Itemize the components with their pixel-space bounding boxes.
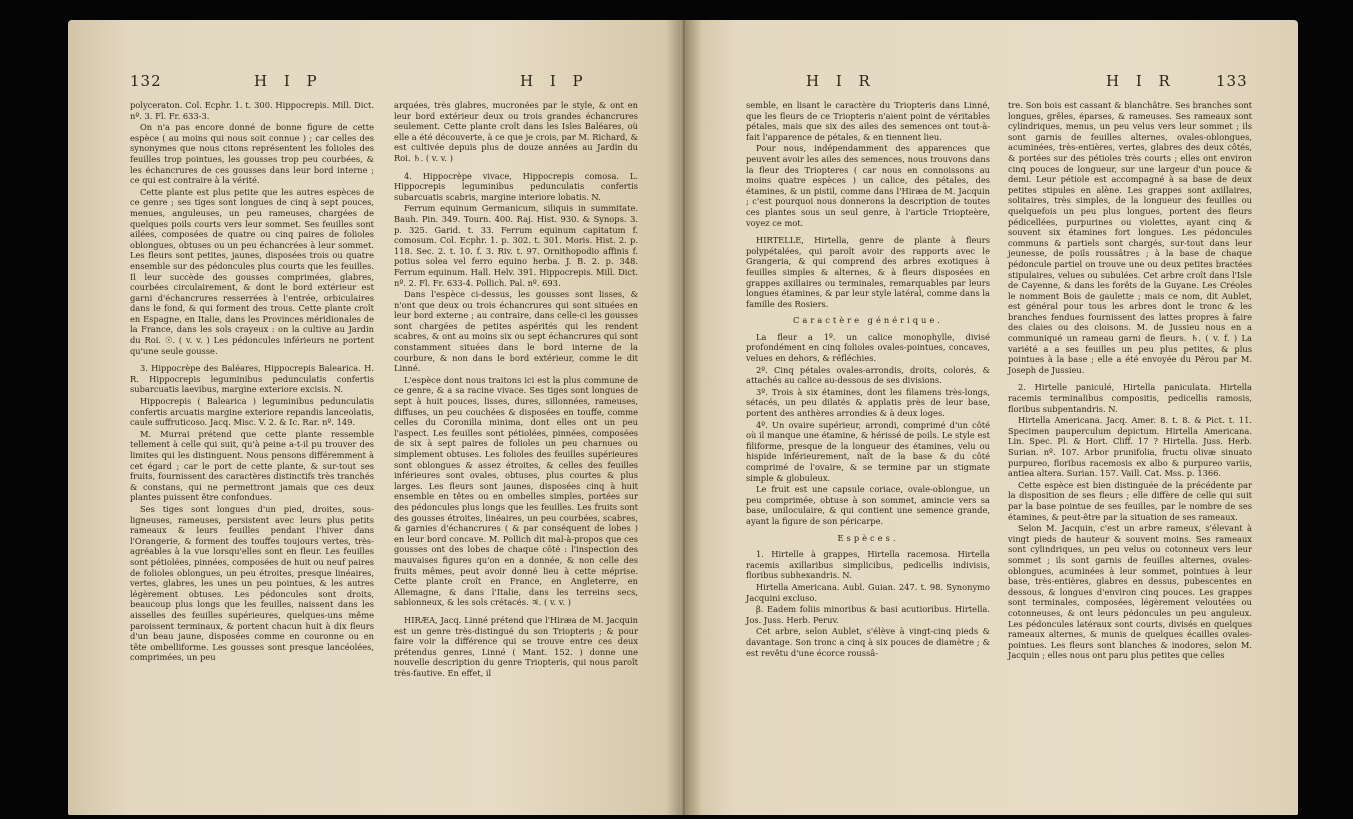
left-page-header — [130, 72, 640, 96]
paragraph: Cette espèce est bien distinguée de la précédente par la disposition de ses fleurs ; elle diffère de celle qui suit par la base pointue de ses feuilles, par le nombre de ses étamines, & peut-être par la situation de ses rameaux. — [1008, 479, 1252, 522]
running-head: H I R — [806, 72, 876, 90]
paragraph: Cette plante est plus petite que les autres espèces de ce genre ; ses tiges sont longues de cinq à sept pouces, menues, anguleuses, un peu rameuses, chargées de quelques poils courts vers leur sommet. Ses feuilles sont ailées, composées de quatre ou cinq paires de folioles oblongues, obtuses ou un peu échancrées à leur sommet. Les fleurs sont petites, jaunes, disposées trois ou quatre ensemble sur des pédoncules plus courts que les feuilles. Il leur succède des gousses comprimées, glabres, courbées circulairement, & dont le bord extérieur est garni d'échancrures resserrées à l'entrée, orbiculaires dans le fond, & qui forment des trous. Cette plante croît en Espagne, en Italie, dans les Provinces méridionales de la France, dans les sols crayeux : on la cultive au Jardin du Roi. ☉. ( v. v. ) Les pédoncules inférieurs ne portent qu'une seule gousse. — [130, 186, 374, 356]
paragraph: On n'a pas encore donné de bonne figure de cette espèce ( au moins qui nous soit connue ) ; car celles des synonymes que nous citons représentent les folioles des feuilles trop pointues, les gousses trop peu courbées, & les échancrures de ces gousses dans leur bord interne ; ce qui est contraire à la vérité. — [130, 122, 374, 186]
paragraph: β. Eadem foliis minoribus & basi acutioribus. Hirtella. Jos. Juss. Herb. Peruv. — [746, 604, 990, 625]
paragraph: 3º. Trois à six étamines, dont les filamens très-longs, sétacés, un peu dilatés & applatis près de leur base, portent des anthères arrondies & à deux loges. — [746, 386, 990, 419]
running-head: H I P — [254, 72, 323, 90]
book-gutter — [666, 20, 702, 815]
paragraph: M. Murrai prétend que cette plante ressemble tellement à celle qui suit, qu'à peine a-t-il pu trouver des limites qui les distinguent. Nous pensons différemment à cet égard ; car le port de cette plante, & sur-tout ses fruits, fournissent des caractères distinctifs très tranchés & constans, qui ne permettront jamais que ces deux plantes puissent être confondues. — [130, 428, 374, 503]
running-head: H I R — [1106, 72, 1176, 90]
paragraph: 4. Hippocrèpe vivace, Hippocrepis comosa. L. Hippocrepis leguminibus pedunculatis confertis subarcuatis scabris, margine interiore lobatis. N. — [394, 170, 638, 202]
paragraph: 1. Hirtelle à grappes, Hirtella racemosa. Hirtella racemis axillaribus simplicibus, pedicellis indivisis, floribus subhexandris. N. — [746, 549, 990, 581]
paragraph: L'espèce dont nous traitons ici est la plus commune de ce genre, & a sa racine vivace. Ses tiges sont longues de sept à huit pouces, lisses, dures, sillonnées, rameuses, diffuses, un peu couchées & disposées en touffe, comme celles du Coronilla minima, dont elles ont un peu l'aspect. Les feuilles sont pétiolées, pinnées, composées de six à sept paires de folioles un peu charnues ou simplement obtuses. Les folioles des feuilles supérieures sont oblongues & assez étroites, & celles des feuilles inférieures sont ovales, obtuses, plus courtes & plus larges. Les fleurs sont jaunes, disposées cinq à huit ensemble en têtes ou en ombelles simples, portées sur des pédoncules plus longs que les feuilles. Les fruits sont des gousses étroites, linéaires, un peu courbées, scabres, & garnies d'échancrures ( & par conséquent de lobes ) en leur bord concave. M. Pollich dit mal-à-propos que ces gousses ont des lobes de chaque côté : l'inspection des mauvaises figures qu'on en a donnée, & non celle des fruits mêmes, peut avoir donné lieu à cette méprise. Cette plante croît en France, en Angleterre, en Allemagne, & dans l'Italie, dans les terreins secs, sablonneux, & les sols crétacés. ♃. ( v. v. ) — [394, 374, 638, 608]
section-heading: Espèces. — [837, 532, 899, 543]
book-spread — [68, 20, 1298, 815]
text-column — [130, 100, 374, 664]
paragraph: 3. Hippocrèpe des Baléares, Hippocrepis Balearica. H. R. Hippocrepis leguminibus pedunculatis confertis subarcuatis laevibus, margine exteriore excisis. N. — [130, 363, 374, 395]
paragraph: arquées, très glabres, mucronées par le style, & ont en leur bord extérieur deux ou trois grandes échancrures seulement. Cette plante croît dans les Isles Baléares, où elle a été découverte, à ce que je crois, par M. Richard, & est cultivée depuis plus de douze années au Jardin du Roi. ♄. ( v. v. ) — [394, 100, 638, 163]
text-column — [1008, 100, 1252, 662]
paragraph: 2. Hirtelle paniculé, Hirtella paniculata. Hirtella racemis terminalibus compositis, pedicellis ramosis, floribus subpentandris. N. — [1008, 382, 1252, 414]
paragraph: 2º. Cinq pétales ovales-arrondis, droits, colorés, & attachés au calice au-dessous de ses divisions. — [746, 364, 990, 386]
section-heading: Caractère générique. — [793, 315, 943, 326]
paragraph: 4º. Un ovaire supérieur, arrondi, comprimé d'un côté où il manque une étamine, & hérissé de poils. Le style est filiforme, presque de la longueur des étamines, velu ou hispide inférieurement, naît de la base & du côté comprimé de l'ovaire, & se termine par un stigmate simple & globuleux. — [746, 419, 990, 483]
running-head: H I P — [520, 72, 589, 90]
paragraph: Hirtella Americana. Jacq. Amer. 8. t. 8. & Pict. t. 11. Specimen pauperculum depictum. Hirtella Americana. Lin. Spec. Pl. & Hort. Cliff. 17 ? Hirtella. Juss. Herb. Surian. nº. 107. Arbor prunifolia, fructu olivæ sinuato purpureo, floribus racemosis ex albo & purpureo variis, antiea altera. Surian. 157. Vaill. Cat. Mss. p. 1366. — [1008, 415, 1252, 479]
paragraph: La fleur a 1º. un calice monophylle, divisé profondément en cinq folioles ovales-pointues, concaves, velues en dehors, & réfléchies. — [746, 331, 990, 364]
paragraph: HIRÆA, Jacq. Linné prétend que l'Hiræa de M. Jacquin est un genre très-distingué du son Triopteris ; & pour faire voir la différence qui se trouve entre ces deux prétendus genres, Linné ( Mant. 152. ) donne une nouvelle description du genre Triopteris, qui nous paroît très-fautive. En effet, il — [394, 614, 638, 678]
paragraph: tre. Son bois est cassant & blanchâtre. Ses branches sont longues, grêles, éparses, & rameuses. Ses rameaux sont cylindriques, menus, un peu velus vers leur sommet ; ils sont garnis de feuilles alternes, ovales-oblongues, acuminées, très-entières, vertes, glabres des deux côtés, & portées sur des pétioles très courts ; elles ont environ cinq pouces de longueur, sur une largeur d'un pouce & demi. Leur pétiole est accompagné à sa base de deux petites stipules en alène. Les grappes sont axillaires, solitaires, très simples, de la longueur des feuilles ou quelquefois un peu plus longues, portent des fleurs pédicellées, purpurines ou violettes, ayant cinq & souvent six étamines fort longues. Les pédoncules communs & partiels sont chargés, sur-tout dans leur jeunesse, de poils roussâtres ; à la base de chaque pédoncule partiel on trouve une ou deux petites bractées stipulaires, velues ou subulées. Cet arbre croît dans l'Isle de Cayenne, & dans les forêts de la Guyane. Les Créoles le nomment Bois de gaulette ; mais ce nom, dit Aublet, est général pour tous les arbres dont le tronc & les branches fendues fournissent des lattes propres à faire des claies ou des cloisons. M. de Jussieu nous en a communiqué un rameau garni de fleurs. ♄. ( v. f. ) La variété a a ses feuilles un peu plus petites, & plus pointues à la base ; elle a été envoyée du Pérou par M. Joseph de Jussieu. — [1008, 100, 1252, 375]
paragraph: polyceraton. Col. Ecphr. 1. t. 300. Hippocrepis. Mill. Dict. nº. 3. Fl. Fr. 633-3. — [130, 100, 374, 121]
text-column — [394, 100, 638, 679]
paragraph: Hirtella Americana. Aubl. Guian. 247. t. 98. Synonymo Jacquini exclusо. — [746, 581, 990, 603]
left-page — [68, 20, 680, 815]
page-number: 132 — [130, 72, 162, 90]
paragraph: Dans l'espèce ci-dessus, les gousses sont lisses, & n'ont que deux ou trois échancrures qui sont situées en leur bord externe ; au contraire, dans celle-ci les gousses sont chargées de petites aspérités qui les rendent scabres, & ont au moins six ou sept échancrures qui sont constamment situées dans le bord interne de la courbure, & non dans le bord extérieur, comme le dit Linné. — [394, 289, 638, 374]
page-number: 133 — [1216, 72, 1248, 90]
paragraph: HIRTELLE, Hirtella, genre de plante à fleurs polypétalées, qui paroît avoir des rapports avec le Grangeria, & qui comprend des arbres exotiques à feuilles simples & alternes, & à fleurs disposées en grappes axillaires ou terminales, remarquables par leurs longues étamines, & par leur style latéral, comme dans la famille des Rosiers. — [746, 235, 990, 309]
paragraph: Ses tiges sont longues d'un pied, droites, sous-ligneuses, rameuses, persistent avec leurs plus petits rameaux & leurs feuilles pendant l'hiver dans l'Orangerie, & forment des touffes toujours vertes, très-agréables à la vue lorsqu'elles sont en fleur. Les feuilles sont pétiolées, pinnées, composées de huit ou neuf paires de folioles oblongues, un peu étroites, presque linéaires, vertes, glabres, les unes un peu pointues, & les autres légèrement obtuses. Les pédoncules sont droits, beaucoup plus longs que les feuilles, naissent dans les aisselles des feuilles supérieures, quelques-uns même paroissent terminaux, & portent chacun huit à dix fleurs d'un beau jaune, disposées comme en couronne ou en tête ombelliforme. Les gousses sont presque lancéolées, comprimées, un peu — [130, 503, 374, 663]
paragraph: Cet arbre, selon Aublet, s'élève à vingt-cinq pieds & davantage. Son tronc a cinq à six pouces de diamètre ; & est revêtu d'une écorce roussâ- — [746, 626, 990, 658]
text-column — [746, 100, 990, 659]
paragraph: semble, en lisant le caractère du Triopteris dans Linné, que les fleurs de ce Triopteris n'aient point de véritables pétales, mais que six des ailes des semences ont tout-à-fait l'apparence de pétales, & en tiennent lieu. — [746, 100, 990, 142]
paragraph: Le fruit est une capsule coriace, ovale-oblongue, un peu comprimée, obtuse à son sommet, amincie vers sa base, uniloculaire, & qui contient une semence grande, ayant la figure de son péricarpe. — [746, 484, 990, 526]
right-page-header — [766, 72, 1248, 96]
paragraph: Selon M. Jacquin, c'est un arbre rameux, s'élevant à vingt pieds de hauteur & souvent moins. Ses rameaux sont cylindriques, un peu velus ou cotonneux vers leur sommet ; ils sont garnis de feuilles alternes, ovales-oblongues, acuminées à leur sommet, pointues à leur base, très-entières, glabres en dessus, pubescentes en dessous, & longues d'environ cinq pouces. Les grappes sont terminales, composées, légèrement veloutées ou cotonneuses, & ont leurs pédoncules un peu anguleux. Les pédoncules latéraux sont courts, divisés en quelques rameaux alternes, & munis de quelques écailles ovales-pointues. Les fleurs sont blanches & inodores, selon M. Jacquin ; elles nous ont paru plus petites que celles — [1008, 523, 1252, 661]
right-page — [686, 20, 1298, 815]
paragraph: Ferrum equinum Germanicum, siliquis in summitate. Bauh. Pin. 349. Tourn. 400. Raj. Hist. 930. & Synops. 3. p. 325. Garid. t. 33. Ferrum equinum capitatum f. comosum. Col. Ecphr. 1. p. 302. t. 301. Moris. Hist. 2. p. 118. Sec. 2. t. 10. f. 3. Riv. t. 97. Ornithopodio affinis f. potius solea vel ferro equino herba. J. B. 2. p. 348. Ferrum equinum. Hall. Helv. 391. Hippocrepis. Mill. Dict. nº. 2. Fl. Fr. 633-4. Pollich. Pal. nº. 693. — [394, 203, 638, 288]
paragraph: Hippocrepis ( Balearica ) leguminibus pedunculatis confertis arcuatis margine exteriore repandis lanceolatis, caule suffruticoso. Jacq. Misc. V. 2. & Ic. Rar. nº. 149. — [130, 396, 374, 428]
paragraph: Pour nous, indépendamment des apparences que peuvent avoir les ailes des semences, nous trouvons dans la fleur des Triopteres ( car nous en connoissons au moins quatre espèces ) un calice, des pétales, des étamines, & un pistil, comme dans l'Hiræa de M. Jacquin ; c'est pourquoi nous donnerons la description de toutes ces plantes sous un seul genre, à l'article Triopteère, voyez ce mot. — [746, 143, 990, 228]
